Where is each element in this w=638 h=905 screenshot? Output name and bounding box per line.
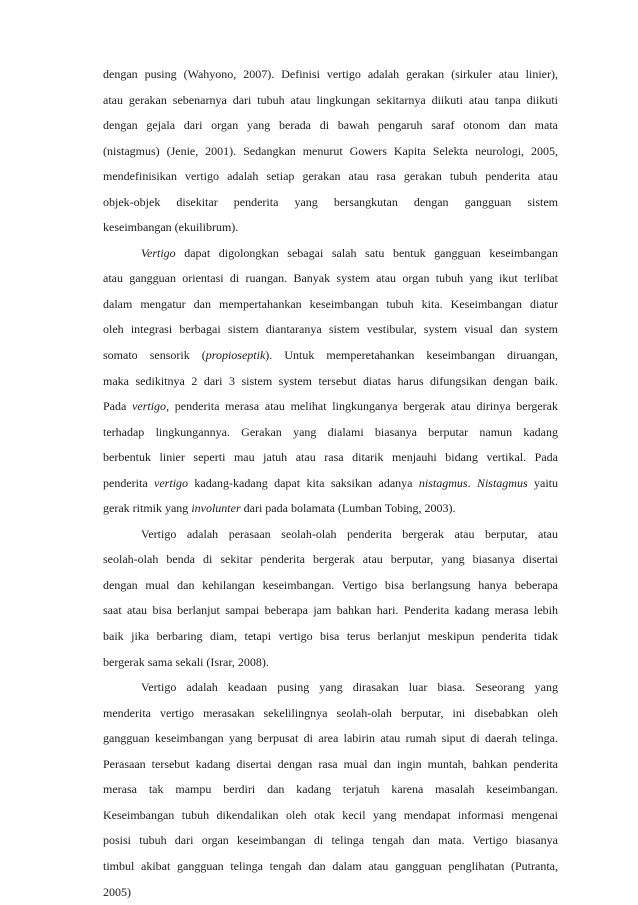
text-segment: menderita vertigo merasakan sekelilingnya seolah-olah berputar, ini disebabkan oleh [103, 706, 558, 720]
text-segment: atau gerakan sebenarnya dari tubuh atau lingkungan sekitarnya diikuti atau tanpa diikuti [103, 93, 558, 107]
text-line [103, 62, 558, 88]
text-line [103, 394, 558, 420]
text-segment: yaitu [528, 476, 558, 490]
italic-term: vertigo [154, 476, 188, 490]
text-segment: dengan gejala dari organ yang berada di bawah pengaruh saraf otonom dan mata [103, 118, 558, 132]
text-segment: . [468, 476, 477, 490]
text-segment: maka sedikitnya 2 dari 3 sistem system tersebut diatas harus difungsikan dengan baik. [103, 374, 558, 388]
text-line [103, 828, 558, 854]
text-segment: timbul akibat gangguan telinga tengah dan dalam atau gangguan penglihatan (Putranta, [103, 859, 558, 873]
text-line [103, 369, 558, 395]
text-segment: penderita [103, 476, 154, 490]
text-line [103, 164, 558, 190]
italic-term: Nistagmus [477, 476, 528, 490]
body-text [103, 62, 558, 905]
text-line [103, 624, 558, 650]
text-line [103, 445, 558, 471]
text-segment: Pada [103, 399, 132, 413]
text-line [103, 726, 558, 752]
text-segment: keseimbangan (ekuilibrum). [103, 220, 238, 234]
text-line [103, 598, 558, 624]
text-line [103, 88, 558, 114]
text-segment: seolah-olah benda di sekitar penderita bergerak atau berputar, yang biasanya disertai [103, 552, 558, 566]
text-line [103, 547, 558, 573]
text-segment: merasa tak mampu berdiri dan kadang terjatuh karena masalah keseimbangan. [103, 782, 558, 796]
text-line [103, 317, 558, 343]
text-segment: gangguan keseimbangan yang berpusat di area labirin atau rumah siput di daerah telinga. [103, 731, 558, 745]
text-segment: 2005) [103, 885, 131, 899]
text-segment: Vertigo adalah perasaan seolah-olah penderita bergerak atau berputar, atau [141, 527, 558, 541]
text-line [103, 777, 558, 803]
text-segment: mendefinisikan vertigo adalah setiap gerakan atau rasa gerakan tubuh penderita atau [103, 169, 558, 183]
text-segment: saat atau bisa berlanjut sampai beberapa jam bahkan hari. Penderita kadang merasa lebih [103, 603, 558, 617]
text-line [103, 190, 558, 216]
text-segment: Perasaan tersebut kadang disertai dengan rasa mual dan ingin muntah, bahkan penderita [103, 757, 558, 771]
italic-term: propioseptik [206, 348, 266, 362]
text-line [103, 854, 558, 880]
text-line [103, 266, 558, 292]
text-line [103, 420, 558, 446]
italic-term: involunter [191, 501, 240, 515]
text-segment: , penderita merasa atau melihat lingkunganya bergerak atau dirinya bergerak [166, 399, 558, 413]
text-segment: dengan pusing (Wahyono, 2007). Definisi vertigo adalah gerakan (sirkuler atau linier), [103, 67, 558, 81]
text-segment: berbentuk linier seperti mau jatuh atau rasa ditarik menjauhi bidang vertikal. Pada [103, 450, 558, 464]
text-segment: kadang-kadang dapat kita saksikan adanya [188, 476, 419, 490]
italic-term: nistagmus [419, 476, 468, 490]
text-line [103, 215, 558, 241]
text-segment: dapat digolongkan sebagai salah satu bentuk gangguan keseimbangan [176, 246, 558, 260]
text-segment: oleh integrasi berbagai sistem diantaranya sistem vestibular, system visual dan system [103, 322, 558, 336]
text-line [103, 471, 558, 497]
text-segment: objek-objek disekitar penderita yang bersangkutan dengan gangguan sistem [103, 195, 558, 209]
text-segment: dari pada bolamata (Lumban Tobing, 2003). [241, 501, 456, 515]
text-line [103, 496, 558, 522]
text-line [103, 113, 558, 139]
text-segment: Vertigo adalah keadaan pusing yang dirasakan luar biasa. Seseorang yang [141, 680, 558, 694]
text-segment: somato sensorik ( [103, 348, 206, 362]
text-line [103, 701, 558, 727]
italic-term: vertigo [132, 399, 166, 413]
italic-term: Vertigo [141, 246, 176, 260]
text-line [103, 675, 558, 701]
text-segment: dengan mual dan kehilangan keseimbangan. Vertigo bisa berlangsung hanya beberapa [103, 578, 558, 592]
text-line [103, 880, 558, 905]
text-segment: baik jika berbaring diam, tetapi vertigo bisa terus berlanjut meskipun penderita tidak [103, 629, 558, 643]
text-segment: atau gangguan orientasi di ruangan. Banyak system atau organ tubuh yang ikut terlibat [103, 271, 558, 285]
text-line [103, 292, 558, 318]
text-line [103, 803, 558, 829]
text-segment: bergerak sama sekali (Israr, 2008). [103, 655, 269, 669]
text-line [103, 752, 558, 778]
text-segment: dalam mengatur dan mempertahankan keseimbangan tubuh kita. Keseimbangan diatur [103, 297, 558, 311]
text-segment: (nistagmus) (Jenie, 2001). Sedangkan menurut Gowers Kapita Selekta neurologi, 2005, [103, 144, 558, 158]
text-line [103, 522, 558, 548]
text-segment: gerak ritmik yang [103, 501, 191, 515]
text-segment: terhadap lingkungannya. Gerakan yang dialami biasanya berputar namun kadang [103, 425, 558, 439]
text-line [103, 650, 558, 676]
text-line [103, 573, 558, 599]
text-line [103, 139, 558, 165]
text-segment: ). Untuk memperetahankan keseimbangan diruangan, [265, 348, 558, 362]
text-segment: posisi tubuh dari organ keseimbangan di telinga tengah dan mata. Vertigo biasanya [103, 833, 558, 847]
text-line [103, 343, 558, 369]
text-line [103, 241, 558, 267]
text-segment: Keseimbangan tubuh dikendalikan oleh otak kecil yang mendapat informasi mengenai [103, 808, 558, 822]
